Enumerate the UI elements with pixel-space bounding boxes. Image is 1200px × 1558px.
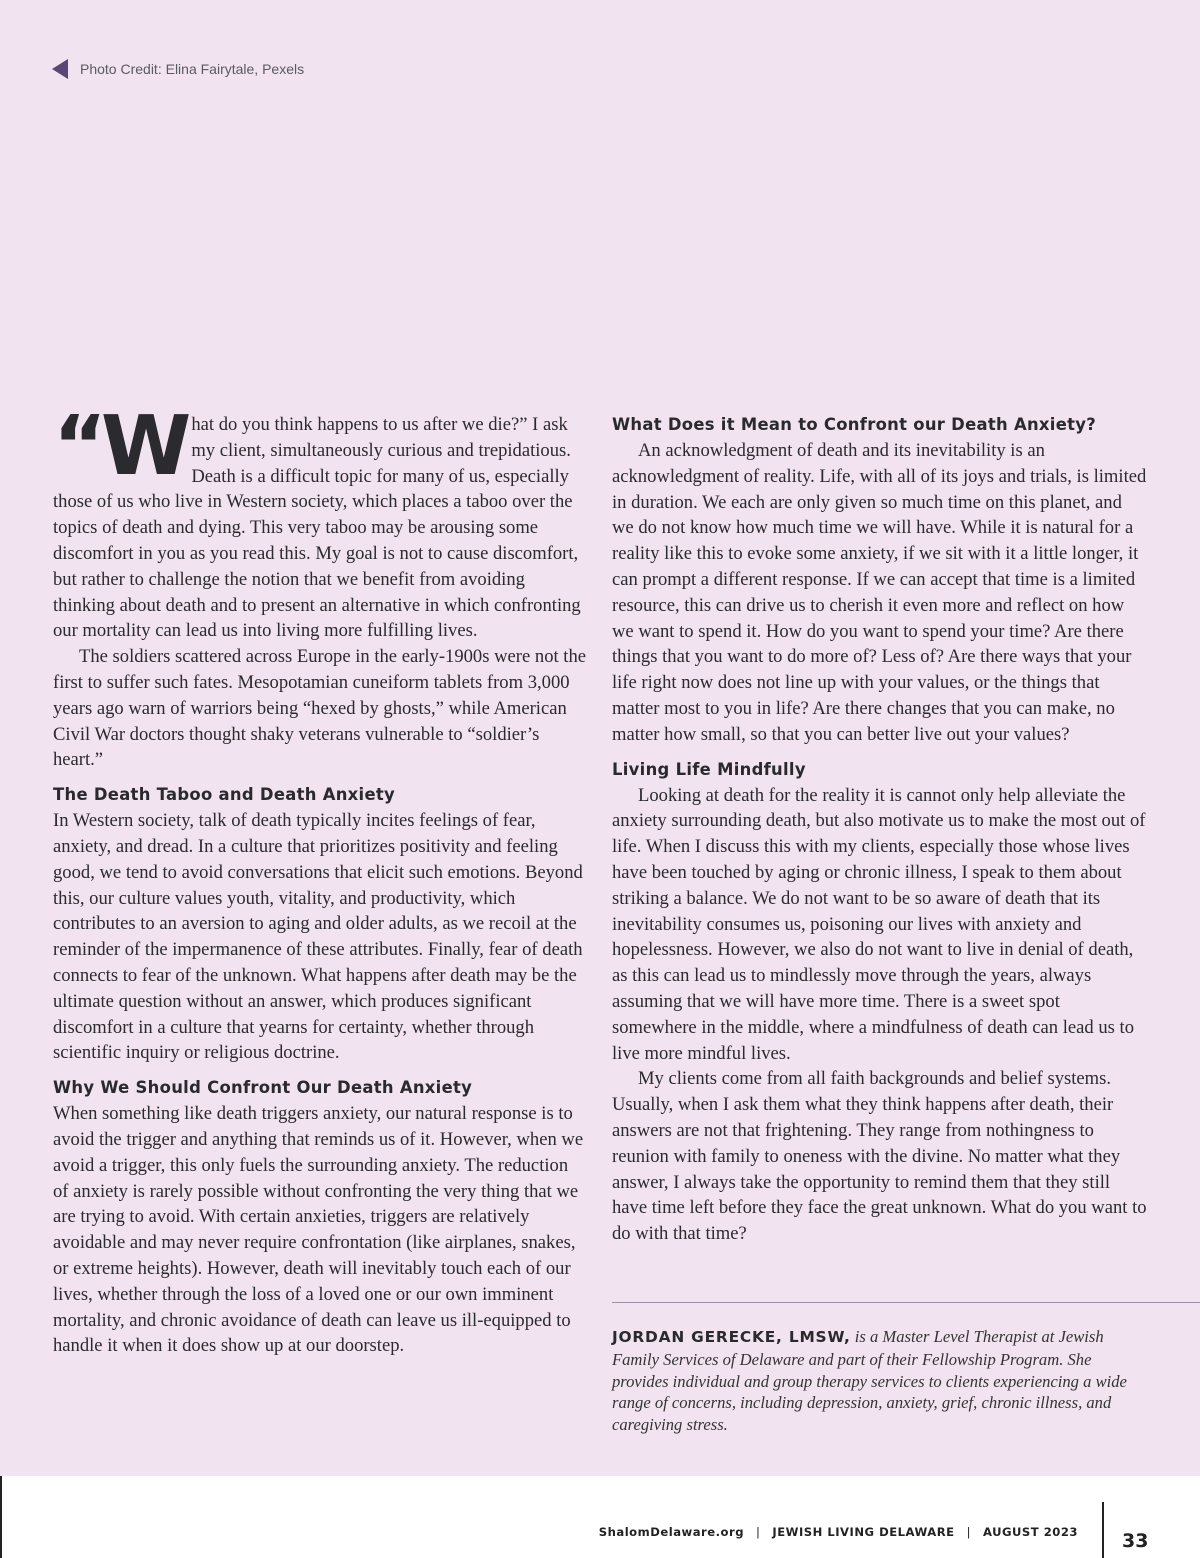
section-heading: What Does it Mean to Confront our Death Anxiety? (612, 415, 1097, 434)
intro-paragraph: “What do you think happens to us after we die?” I ask my client, simultaneously curious and trepidatious. Death is a difficult topic for many of us, especially those of us who live in Western society, which places a taboo over the topics of death and dying. This very taboo may be arousing some discomfort in you as you read this. My goal is not to cause discomfort, but rather to challenge the notion that we benefit from avoiding thinking about death and to present an alternative in which confronting our mortality can lead us into living more fulfilling lives. (53, 399, 581, 642)
author-bio-text: is a Master Level Therapist at Jewish Family Services of Delaware and part of their Fellowship Program. She provides individual and group therapy services to clients experiencing a wide range of concerns, including depression, anxiety, grief, chronic illness, and caregiving stress. (612, 1327, 1127, 1435)
photo-credit-text: Photo Credit: Elina Fairytale, Pexels (80, 61, 305, 77)
bio-divider (612, 1302, 1200, 1303)
author-bio (612, 1326, 1152, 1436)
footer-issue: AUGUST 2023 (982, 1525, 1078, 1539)
page-number: 33 (1122, 1530, 1149, 1552)
paragraph: My clients come from all faith backgrounds and belief systems. Usually, when I ask them what they think happens after death, their answers are not that frightening. They range from nothingness to reunion with family to oneness with the divine. No matter what they answer, I always take the opportunity to remind them that they still have time left before they face the great unknown. What do you want to do with that time? (612, 1068, 1147, 1245)
right-column (612, 412, 1148, 1247)
section-heading: Living Life Mindfully (612, 759, 806, 779)
author-name: JORDAN GERECKE, LMSW, (612, 1328, 851, 1346)
section-heading: Why We Should Confront Our Death Anxiety (53, 1078, 473, 1098)
paragraph: When something like death triggers anxiety, our natural response is to avoid the trigger and anything that reminds us of it. However, when we avoid a trigger, this only fuels the surrounding anxiety. The reduction of anxiety is rarely possible without confronting the very thing that we are trying to avoid. With certain anxieties, triggers are relatively avoidable and may never require confrontation (like airplanes, snakes, or extreme heights). However, death will inevitably touch each of our lives, whether through the loss of a loved one or our own imminent mortality, and chronic avoidance of death can leave us ill-equipped to handle it when it does show up at our doorstep. (53, 1103, 584, 1357)
footer-separator: | (966, 1525, 971, 1539)
footer-separator: | (756, 1525, 761, 1539)
paragraph: An acknowledgment of death and its inevitability is an acknowledgment of reality. Life, with all of its joys and trials, is limited in duration. We each are only given so much time on this planet, and we do not know how much time we will have. While it is natural for a reality like this to evoke some anxiety, if we sit with it a little longer, it can prompt a different response. If we can accept that time is a limited resource, this can drive us to cherish it even more and reflect on how we want to spend it. How do you want to spend your time? Are there things that you want to do more of? Less of? Are there ways that your life right now does not line up with your values, or the things that matter most to you in life? Are there changes that you can make, no matter how small, so that you can better live out your values? (612, 440, 1147, 745)
paragraph: Looking at death for the reality it is cannot only help alleviate the anxiety surrounding death, but also motivate us to make the most out of life. When I discuss this with my clients, especially those whose lives have been touched by aging or chronic illness, I speak to them about striking a balance. We do not want to be so aware of death that its inevitability consumes us, poisoning our lives with anxiety and hopelessness. However, we also do not want to live in denial of death, as this can lead us to mindlessly move through the years, always assuming that we will have more time. There is a sweet spot somewhere in the middle, where a mindfulness of death can lead us to live more mindful lives. (612, 784, 1146, 1064)
footer-rule (1102, 1502, 1104, 1558)
footer-publication: JEWISH LIVING DELAWARE (772, 1525, 955, 1539)
footer-site-link[interactable]: ShalomDelaware.org (598, 1525, 745, 1539)
footer (599, 1522, 1078, 1542)
photo-credit (52, 58, 304, 80)
left-column (53, 399, 587, 1359)
section-heading: The Death Taboo and Death Anxiety (53, 785, 395, 805)
paragraph: The soldiers scattered across Europe in the early-1900s were not the first to suffer such fates. Mesopotamian cuneiform tablets from 3,000 years ago warn of warriors being “hexed by ghosts,” while American Civil War doctors thought shaky veterans vulnerable to “soldier’s heart.” (53, 646, 587, 771)
triangle-left-icon (52, 59, 68, 79)
paragraph: In Western society, talk of death typically incites feelings of fear, anxiety, and dread. In a culture that prioritizes positivity and feeling good, we tend to avoid conversations that elicit such emotions. Beyond this, our culture values youth, vitality, and productivity, which contributes to an aversion to aging and older adults, as we recoil at the reminder of the impermanence of these attributes. Finally, fear of death connects to fear of the unknown. What happens after death may be the ultimate question without an answer, which produces significant discomfort in a culture that yearns for certainty, whether through scientific inquiry or religious doctrine. (53, 810, 583, 1064)
drop-cap: “W (53, 399, 186, 494)
footer-left-rule (0, 1476, 2, 1558)
